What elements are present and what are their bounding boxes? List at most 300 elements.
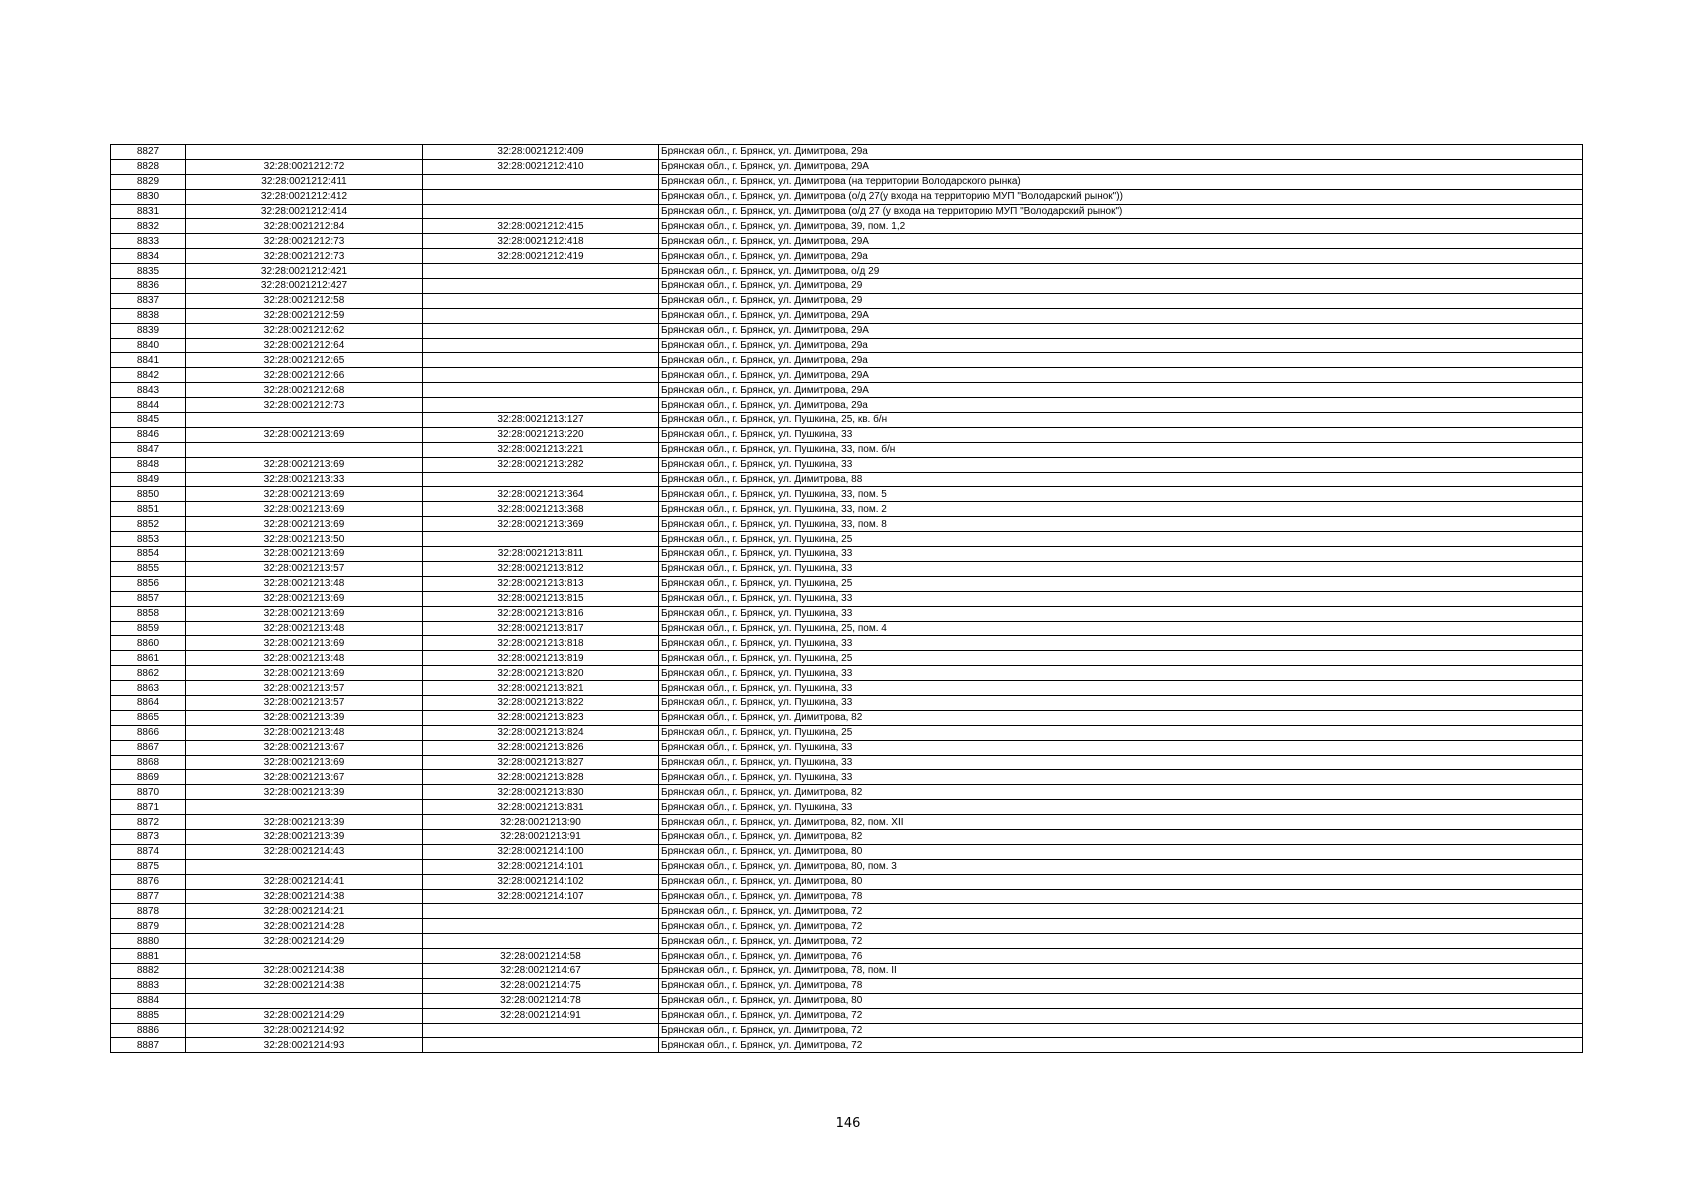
- parent-cadastral-number-cell: [186, 413, 423, 428]
- table-row: [111, 547, 1583, 562]
- cadastral-number-cell: 32:28:0021214:107: [423, 889, 659, 904]
- register-table-body: [111, 145, 1583, 1053]
- cadastral-number-cell: 32:28:0021212:409: [423, 145, 659, 160]
- parent-cadastral-number-cell: 32:28:0021213:39: [186, 710, 423, 725]
- cadastral-number-cell: 32:28:0021213:820: [423, 666, 659, 681]
- row-number-cell: 8831: [111, 204, 186, 219]
- cadastral-number-cell: [423, 308, 659, 323]
- parent-cadastral-number-cell: 32:28:0021213:57: [186, 561, 423, 576]
- row-number-cell: 8873: [111, 829, 186, 844]
- row-number-cell: 8879: [111, 919, 186, 934]
- address-cell: Брянская обл., г. Брянск, ул. Димитрова, 72: [659, 1008, 1583, 1023]
- row-number-cell: 8886: [111, 1023, 186, 1038]
- address-cell: Брянская обл., г. Брянск, ул. Димитрова, 82, пом. XII: [659, 815, 1583, 830]
- row-number-cell: 8865: [111, 710, 186, 725]
- cadastral-number-cell: 32:28:0021212:418: [423, 234, 659, 249]
- row-number-cell: 8877: [111, 889, 186, 904]
- table-row: [111, 159, 1583, 174]
- table-row: [111, 859, 1583, 874]
- table-row: [111, 621, 1583, 636]
- address-cell: Брянская обл., г. Брянск, ул. Димитрова, 29: [659, 279, 1583, 294]
- table-row: [111, 993, 1583, 1008]
- cadastral-number-cell: [423, 1038, 659, 1053]
- row-number-cell: 8872: [111, 815, 186, 830]
- address-cell: Брянская обл., г. Брянск, ул. Димитрова, 29а: [659, 398, 1583, 413]
- cadastral-number-cell: 32:28:0021213:815: [423, 591, 659, 606]
- table-row: [111, 323, 1583, 338]
- address-cell: Брянская обл., г. Брянск, ул. Пушкина, 33, пом. 2: [659, 502, 1583, 517]
- parent-cadastral-number-cell: [186, 859, 423, 874]
- address-cell: Брянская обл., г. Брянск, ул. Димитрова, 82: [659, 785, 1583, 800]
- cadastral-number-cell: 32:28:0021213:127: [423, 413, 659, 428]
- address-cell: Брянская обл., г. Брянск, ул. Пушкина, 33: [659, 591, 1583, 606]
- cadastral-number-cell: [423, 323, 659, 338]
- address-cell: Брянская обл., г. Брянск, ул. Пушкина, 25: [659, 651, 1583, 666]
- address-cell: Брянская обл., г. Брянск, ул. Димитрова, 88: [659, 472, 1583, 487]
- parent-cadastral-number-cell: 32:28:0021213:48: [186, 621, 423, 636]
- table-row: [111, 725, 1583, 740]
- row-number-cell: 8844: [111, 398, 186, 413]
- cadastral-number-cell: [423, 919, 659, 934]
- parent-cadastral-number-cell: 32:28:0021212:73: [186, 398, 423, 413]
- table-row: [111, 502, 1583, 517]
- parent-cadastral-number-cell: 32:28:0021213:69: [186, 427, 423, 442]
- table-row: [111, 651, 1583, 666]
- table-row: [111, 740, 1583, 755]
- table-row: [111, 189, 1583, 204]
- address-cell: Брянская обл., г. Брянск, ул. Димитрова, 29а: [659, 353, 1583, 368]
- table-row: [111, 368, 1583, 383]
- address-cell: Брянская обл., г. Брянск, ул. Димитрова, 72: [659, 904, 1583, 919]
- table-row: [111, 145, 1583, 160]
- row-number-cell: 8880: [111, 934, 186, 949]
- table-row: [111, 457, 1583, 472]
- address-cell: Брянская обл., г. Брянск, ул. Пушкина, 33: [659, 547, 1583, 562]
- row-number-cell: 8827: [111, 145, 186, 160]
- row-number-cell: 8881: [111, 949, 186, 964]
- row-number-cell: 8868: [111, 755, 186, 770]
- address-cell: Брянская обл., г. Брянск, ул. Димитрова (на территории Володарского рынка): [659, 174, 1583, 189]
- cadastral-number-cell: 32:28:0021213:90: [423, 815, 659, 830]
- parent-cadastral-number-cell: 32:28:0021212:59: [186, 308, 423, 323]
- parent-cadastral-number-cell: 32:28:0021214:92: [186, 1023, 423, 1038]
- table-row: [111, 666, 1583, 681]
- table-row: [111, 353, 1583, 368]
- table-row: [111, 308, 1583, 323]
- table-row: [111, 561, 1583, 576]
- cadastral-number-cell: 32:28:0021212:410: [423, 159, 659, 174]
- address-cell: Брянская обл., г. Брянск, ул. Пушкина, 25: [659, 532, 1583, 547]
- address-cell: Брянская обл., г. Брянск, ул. Пушкина, 33: [659, 606, 1583, 621]
- address-cell: Брянская обл., г. Брянск, ул. Димитрова, 82: [659, 710, 1583, 725]
- parent-cadastral-number-cell: [186, 145, 423, 160]
- parent-cadastral-number-cell: 32:28:0021212:421: [186, 264, 423, 279]
- row-number-cell: 8863: [111, 681, 186, 696]
- cadastral-number-cell: 32:28:0021213:828: [423, 770, 659, 785]
- cadastral-number-cell: 32:28:0021213:816: [423, 606, 659, 621]
- table-row: [111, 234, 1583, 249]
- parent-cadastral-number-cell: [186, 442, 423, 457]
- table-row: [111, 829, 1583, 844]
- parent-cadastral-number-cell: 32:28:0021213:69: [186, 517, 423, 532]
- address-cell: Брянская обл., г. Брянск, ул. Димитрова, 29А: [659, 368, 1583, 383]
- table-row: [111, 770, 1583, 785]
- parent-cadastral-number-cell: 32:28:0021213:67: [186, 740, 423, 755]
- row-number-cell: 8849: [111, 472, 186, 487]
- row-number-cell: 8876: [111, 874, 186, 889]
- table-row: [111, 844, 1583, 859]
- row-number-cell: 8878: [111, 904, 186, 919]
- row-number-cell: 8828: [111, 159, 186, 174]
- table-row: [111, 219, 1583, 234]
- cadastral-number-cell: 32:28:0021213:220: [423, 427, 659, 442]
- cadastral-number-cell: 32:28:0021213:813: [423, 576, 659, 591]
- cadastral-number-cell: 32:28:0021213:824: [423, 725, 659, 740]
- parent-cadastral-number-cell: 32:28:0021213:50: [186, 532, 423, 547]
- parent-cadastral-number-cell: 32:28:0021214:28: [186, 919, 423, 934]
- table-row: [111, 487, 1583, 502]
- parent-cadastral-number-cell: 32:28:0021212:412: [186, 189, 423, 204]
- address-cell: Брянская обл., г. Брянск, ул. Пушкина, 33: [659, 561, 1583, 576]
- cadastral-number-cell: [423, 189, 659, 204]
- row-number-cell: 8845: [111, 413, 186, 428]
- parent-cadastral-number-cell: 32:28:0021212:73: [186, 249, 423, 264]
- parent-cadastral-number-cell: [186, 800, 423, 815]
- parent-cadastral-number-cell: 32:28:0021213:48: [186, 651, 423, 666]
- row-number-cell: 8852: [111, 517, 186, 532]
- parent-cadastral-number-cell: 32:28:0021212:64: [186, 338, 423, 353]
- table-row: [111, 279, 1583, 294]
- table-row: [111, 919, 1583, 934]
- row-number-cell: 8837: [111, 293, 186, 308]
- parent-cadastral-number-cell: 32:28:0021212:411: [186, 174, 423, 189]
- parent-cadastral-number-cell: 32:28:0021213:57: [186, 681, 423, 696]
- address-cell: Брянская обл., г. Брянск, ул. Димитрова, 29: [659, 293, 1583, 308]
- parent-cadastral-number-cell: 32:28:0021214:29: [186, 934, 423, 949]
- cadastral-number-cell: 32:28:0021214:100: [423, 844, 659, 859]
- table-row: [111, 204, 1583, 219]
- address-cell: Брянская обл., г. Брянск, ул. Димитрова, 29А: [659, 159, 1583, 174]
- cadastral-number-cell: 32:28:0021213:818: [423, 636, 659, 651]
- row-number-cell: 8835: [111, 264, 186, 279]
- cadastral-number-cell: 32:28:0021213:364: [423, 487, 659, 502]
- address-cell: Брянская обл., г. Брянск, ул. Димитрова, 29А: [659, 234, 1583, 249]
- cadastral-number-cell: 32:28:0021213:830: [423, 785, 659, 800]
- row-number-cell: 8847: [111, 442, 186, 457]
- address-cell: Брянская обл., г. Брянск, ул. Димитрова, 78, пом. II: [659, 963, 1583, 978]
- table-row: [111, 472, 1583, 487]
- table-row: [111, 695, 1583, 710]
- table-row: [111, 293, 1583, 308]
- register-table: [110, 144, 1583, 1053]
- parent-cadastral-number-cell: 32:28:0021212:66: [186, 368, 423, 383]
- address-cell: Брянская обл., г. Брянск, ул. Димитрова (о/д 27 (у входа на территорию МУП "Володарский рынок"): [659, 204, 1583, 219]
- address-cell: Брянская обл., г. Брянск, ул. Димитрова, 80: [659, 993, 1583, 1008]
- cadastral-number-cell: 32:28:0021213:369: [423, 517, 659, 532]
- row-number-cell: 8830: [111, 189, 186, 204]
- row-number-cell: 8883: [111, 978, 186, 993]
- row-number-cell: 8862: [111, 666, 186, 681]
- cadastral-number-cell: [423, 1023, 659, 1038]
- address-cell: Брянская обл., г. Брянск, ул. Пушкина, 33: [659, 755, 1583, 770]
- parent-cadastral-number-cell: 32:28:0021213:33: [186, 472, 423, 487]
- parent-cadastral-number-cell: 32:28:0021214:38: [186, 889, 423, 904]
- table-row: [111, 800, 1583, 815]
- table-row: [111, 934, 1583, 949]
- cadastral-number-cell: 32:28:0021213:811: [423, 547, 659, 562]
- address-cell: Брянская обл., г. Брянск, ул. Пушкина, 33: [659, 681, 1583, 696]
- table-row: [111, 264, 1583, 279]
- table-row: [111, 517, 1583, 532]
- cadastral-number-cell: 32:28:0021213:822: [423, 695, 659, 710]
- row-number-cell: 8829: [111, 174, 186, 189]
- address-cell: Брянская обл., г. Брянск, ул. Димитрова, 29а: [659, 145, 1583, 160]
- address-cell: Брянская обл., г. Брянск, ул. Пушкина, 25, пом. 4: [659, 621, 1583, 636]
- address-cell: Брянская обл., г. Брянск, ул. Пушкина, 25: [659, 725, 1583, 740]
- row-number-cell: 8833: [111, 234, 186, 249]
- cadastral-number-cell: [423, 532, 659, 547]
- parent-cadastral-number-cell: 32:28:0021213:69: [186, 591, 423, 606]
- parent-cadastral-number-cell: 32:28:0021213:39: [186, 785, 423, 800]
- cadastral-number-cell: [423, 398, 659, 413]
- address-cell: Брянская обл., г. Брянск, ул. Димитрова (о/д 27(у входа на территорию МУП "Володарский рынок")): [659, 189, 1583, 204]
- cadastral-number-cell: 32:28:0021213:819: [423, 651, 659, 666]
- table-row: [111, 398, 1583, 413]
- row-number-cell: 8850: [111, 487, 186, 502]
- row-number-cell: 8861: [111, 651, 186, 666]
- row-number-cell: 8874: [111, 844, 186, 859]
- parent-cadastral-number-cell: 32:28:0021214:21: [186, 904, 423, 919]
- cadastral-number-cell: 32:28:0021213:823: [423, 710, 659, 725]
- cadastral-number-cell: [423, 353, 659, 368]
- table-row: [111, 1038, 1583, 1053]
- parent-cadastral-number-cell: 32:28:0021212:62: [186, 323, 423, 338]
- cadastral-number-cell: 32:28:0021213:91: [423, 829, 659, 844]
- row-number-cell: 8853: [111, 532, 186, 547]
- parent-cadastral-number-cell: 32:28:0021212:427: [186, 279, 423, 294]
- row-number-cell: 8848: [111, 457, 186, 472]
- parent-cadastral-number-cell: 32:28:0021213:39: [186, 829, 423, 844]
- row-number-cell: 8855: [111, 561, 186, 576]
- page-number: 146: [835, 1116, 861, 1131]
- cadastral-number-cell: 32:28:0021214:58: [423, 949, 659, 964]
- table-row: [111, 710, 1583, 725]
- table-row: [111, 338, 1583, 353]
- cadastral-number-cell: 32:28:0021214:101: [423, 859, 659, 874]
- table-row: [111, 442, 1583, 457]
- row-number-cell: 8869: [111, 770, 186, 785]
- cadastral-number-cell: 32:28:0021213:817: [423, 621, 659, 636]
- cadastral-number-cell: 32:28:0021214:78: [423, 993, 659, 1008]
- table-row: [111, 874, 1583, 889]
- parent-cadastral-number-cell: 32:28:0021213:69: [186, 487, 423, 502]
- row-number-cell: 8887: [111, 1038, 186, 1053]
- table-row: [111, 1008, 1583, 1023]
- table-row: [111, 532, 1583, 547]
- cadastral-number-cell: 32:28:0021213:826: [423, 740, 659, 755]
- address-cell: Брянская обл., г. Брянск, ул. Пушкина, 33: [659, 666, 1583, 681]
- cadastral-number-cell: 32:28:0021214:102: [423, 874, 659, 889]
- address-cell: Брянская обл., г. Брянск, ул. Димитрова, 72: [659, 1023, 1583, 1038]
- address-cell: Брянская обл., г. Брянск, ул. Димитрова, 76: [659, 949, 1583, 964]
- row-number-cell: 8842: [111, 368, 186, 383]
- row-number-cell: 8858: [111, 606, 186, 621]
- parent-cadastral-number-cell: 32:28:0021212:73: [186, 234, 423, 249]
- cadastral-number-cell: 32:28:0021214:75: [423, 978, 659, 993]
- table-row: [111, 681, 1583, 696]
- cadastral-number-cell: 32:28:0021213:368: [423, 502, 659, 517]
- parent-cadastral-number-cell: 32:28:0021213:48: [186, 725, 423, 740]
- cadastral-number-cell: [423, 383, 659, 398]
- cadastral-number-cell: [423, 264, 659, 279]
- parent-cadastral-number-cell: [186, 949, 423, 964]
- parent-cadastral-number-cell: 32:28:0021213:67: [186, 770, 423, 785]
- row-number-cell: 8838: [111, 308, 186, 323]
- table-row: [111, 904, 1583, 919]
- parent-cadastral-number-cell: 32:28:0021214:38: [186, 963, 423, 978]
- table-row: [111, 606, 1583, 621]
- address-cell: Брянская обл., г. Брянск, ул. Пушкина, 33: [659, 800, 1583, 815]
- row-number-cell: 8867: [111, 740, 186, 755]
- parent-cadastral-number-cell: 32:28:0021214:38: [186, 978, 423, 993]
- parent-cadastral-number-cell: 32:28:0021214:93: [186, 1038, 423, 1053]
- address-cell: Брянская обл., г. Брянск, ул. Пушкина, 33: [659, 740, 1583, 755]
- parent-cadastral-number-cell: 32:28:0021213:69: [186, 547, 423, 562]
- address-cell: Брянская обл., г. Брянск, ул. Пушкина, 33, пом. б/н: [659, 442, 1583, 457]
- parent-cadastral-number-cell: 32:28:0021212:414: [186, 204, 423, 219]
- table-row: [111, 174, 1583, 189]
- row-number-cell: 8836: [111, 279, 186, 294]
- table-row: [111, 978, 1583, 993]
- row-number-cell: 8882: [111, 963, 186, 978]
- cadastral-number-cell: 32:28:0021213:221: [423, 442, 659, 457]
- parent-cadastral-number-cell: 32:28:0021213:69: [186, 666, 423, 681]
- table-row: [111, 413, 1583, 428]
- parent-cadastral-number-cell: 32:28:0021212:58: [186, 293, 423, 308]
- parent-cadastral-number-cell: 32:28:0021213:69: [186, 502, 423, 517]
- parent-cadastral-number-cell: 32:28:0021213:69: [186, 755, 423, 770]
- parent-cadastral-number-cell: 32:28:0021213:69: [186, 606, 423, 621]
- table-row: [111, 963, 1583, 978]
- table-row: [111, 249, 1583, 264]
- row-number-cell: 8870: [111, 785, 186, 800]
- row-number-cell: 8839: [111, 323, 186, 338]
- row-number-cell: 8871: [111, 800, 186, 815]
- parent-cadastral-number-cell: 32:28:0021213:48: [186, 576, 423, 591]
- parent-cadastral-number-cell: 32:28:0021212:72: [186, 159, 423, 174]
- row-number-cell: 8832: [111, 219, 186, 234]
- parent-cadastral-number-cell: 32:28:0021214:41: [186, 874, 423, 889]
- cadastral-number-cell: 32:28:0021213:282: [423, 457, 659, 472]
- row-number-cell: 8864: [111, 695, 186, 710]
- row-number-cell: 8857: [111, 591, 186, 606]
- row-number-cell: 8851: [111, 502, 186, 517]
- cadastral-number-cell: [423, 293, 659, 308]
- cadastral-number-cell: [423, 279, 659, 294]
- parent-cadastral-number-cell: 32:28:0021213:57: [186, 695, 423, 710]
- address-cell: Брянская обл., г. Брянск, ул. Димитрова, 78: [659, 978, 1583, 993]
- row-number-cell: 8854: [111, 547, 186, 562]
- table-row: [111, 1023, 1583, 1038]
- table-row: [111, 591, 1583, 606]
- table-row: [111, 949, 1583, 964]
- cadastral-number-cell: 32:28:0021213:812: [423, 561, 659, 576]
- address-cell: Брянская обл., г. Брянск, ул. Пушкина, 25, кв. б/н: [659, 413, 1583, 428]
- table-row: [111, 815, 1583, 830]
- address-cell: Брянская обл., г. Брянск, ул. Димитрова, 80: [659, 844, 1583, 859]
- parent-cadastral-number-cell: 32:28:0021213:69: [186, 457, 423, 472]
- parent-cadastral-number-cell: 32:28:0021212:65: [186, 353, 423, 368]
- row-number-cell: 8843: [111, 383, 186, 398]
- cadastral-number-cell: 32:28:0021213:821: [423, 681, 659, 696]
- parent-cadastral-number-cell: 32:28:0021212:84: [186, 219, 423, 234]
- address-cell: Брянская обл., г. Брянск, ул. Димитрова, 29а: [659, 249, 1583, 264]
- address-cell: Брянская обл., г. Брянск, ул. Димитрова, 29а: [659, 338, 1583, 353]
- row-number-cell: 8866: [111, 725, 186, 740]
- table-row: [111, 785, 1583, 800]
- table-row: [111, 576, 1583, 591]
- parent-cadastral-number-cell: [186, 993, 423, 1008]
- cadastral-number-cell: [423, 904, 659, 919]
- cadastral-number-cell: 32:28:0021213:831: [423, 800, 659, 815]
- parent-cadastral-number-cell: 32:28:0021214:29: [186, 1008, 423, 1023]
- address-cell: Брянская обл., г. Брянск, ул. Димитрова, 72: [659, 1038, 1583, 1053]
- cadastral-number-cell: [423, 934, 659, 949]
- parent-cadastral-number-cell: 32:28:0021213:39: [186, 815, 423, 830]
- row-number-cell: 8859: [111, 621, 186, 636]
- address-cell: Брянская обл., г. Брянск, ул. Димитрова, 82: [659, 829, 1583, 844]
- table-row: [111, 427, 1583, 442]
- row-number-cell: 8840: [111, 338, 186, 353]
- cadastral-number-cell: [423, 338, 659, 353]
- cadastral-number-cell: 32:28:0021213:827: [423, 755, 659, 770]
- parent-cadastral-number-cell: 32:28:0021212:68: [186, 383, 423, 398]
- table-row: [111, 889, 1583, 904]
- table-row: [111, 636, 1583, 651]
- address-cell: Брянская обл., г. Брянск, ул. Пушкина, 33: [659, 770, 1583, 785]
- row-number-cell: 8834: [111, 249, 186, 264]
- address-cell: Брянская обл., г. Брянск, ул. Пушкина, 33, пом. 8: [659, 517, 1583, 532]
- cadastral-number-cell: [423, 472, 659, 487]
- address-cell: Брянская обл., г. Брянск, ул. Димитрова, 29А: [659, 383, 1583, 398]
- address-cell: Брянская обл., г. Брянск, ул. Димитрова, 72: [659, 919, 1583, 934]
- table-row: [111, 755, 1583, 770]
- row-number-cell: 8875: [111, 859, 186, 874]
- address-cell: Брянская обл., г. Брянск, ул. Димитрова, 80, пом. 3: [659, 859, 1583, 874]
- row-number-cell: 8856: [111, 576, 186, 591]
- address-cell: Брянская обл., г. Брянск, ул. Димитрова, 80: [659, 874, 1583, 889]
- address-cell: Брянская обл., г. Брянск, ул. Димитрова, 39, пом. 1,2: [659, 219, 1583, 234]
- cadastral-number-cell: [423, 204, 659, 219]
- address-cell: Брянская обл., г. Брянск, ул. Димитрова, 78: [659, 889, 1583, 904]
- parent-cadastral-number-cell: 32:28:0021214:43: [186, 844, 423, 859]
- cadastral-number-cell: 32:28:0021212:419: [423, 249, 659, 264]
- table-row: [111, 383, 1583, 398]
- parent-cadastral-number-cell: 32:28:0021213:69: [186, 636, 423, 651]
- cadastral-number-cell: 32:28:0021214:67: [423, 963, 659, 978]
- address-cell: Брянская обл., г. Брянск, ул. Пушкина, 33, пом. 5: [659, 487, 1583, 502]
- address-cell: Брянская обл., г. Брянск, ул. Димитрова, о/д 29: [659, 264, 1583, 279]
- address-cell: Брянская обл., г. Брянск, ул. Димитрова, 29А: [659, 323, 1583, 338]
- address-cell: Брянская обл., г. Брянск, ул. Пушкина, 33: [659, 427, 1583, 442]
- address-cell: Брянская обл., г. Брянск, ул. Пушкина, 33: [659, 695, 1583, 710]
- row-number-cell: 8841: [111, 353, 186, 368]
- row-number-cell: 8884: [111, 993, 186, 1008]
- row-number-cell: 8860: [111, 636, 186, 651]
- cadastral-number-cell: 32:28:0021214:91: [423, 1008, 659, 1023]
- address-cell: Брянская обл., г. Брянск, ул. Пушкина, 33: [659, 457, 1583, 472]
- row-number-cell: 8846: [111, 427, 186, 442]
